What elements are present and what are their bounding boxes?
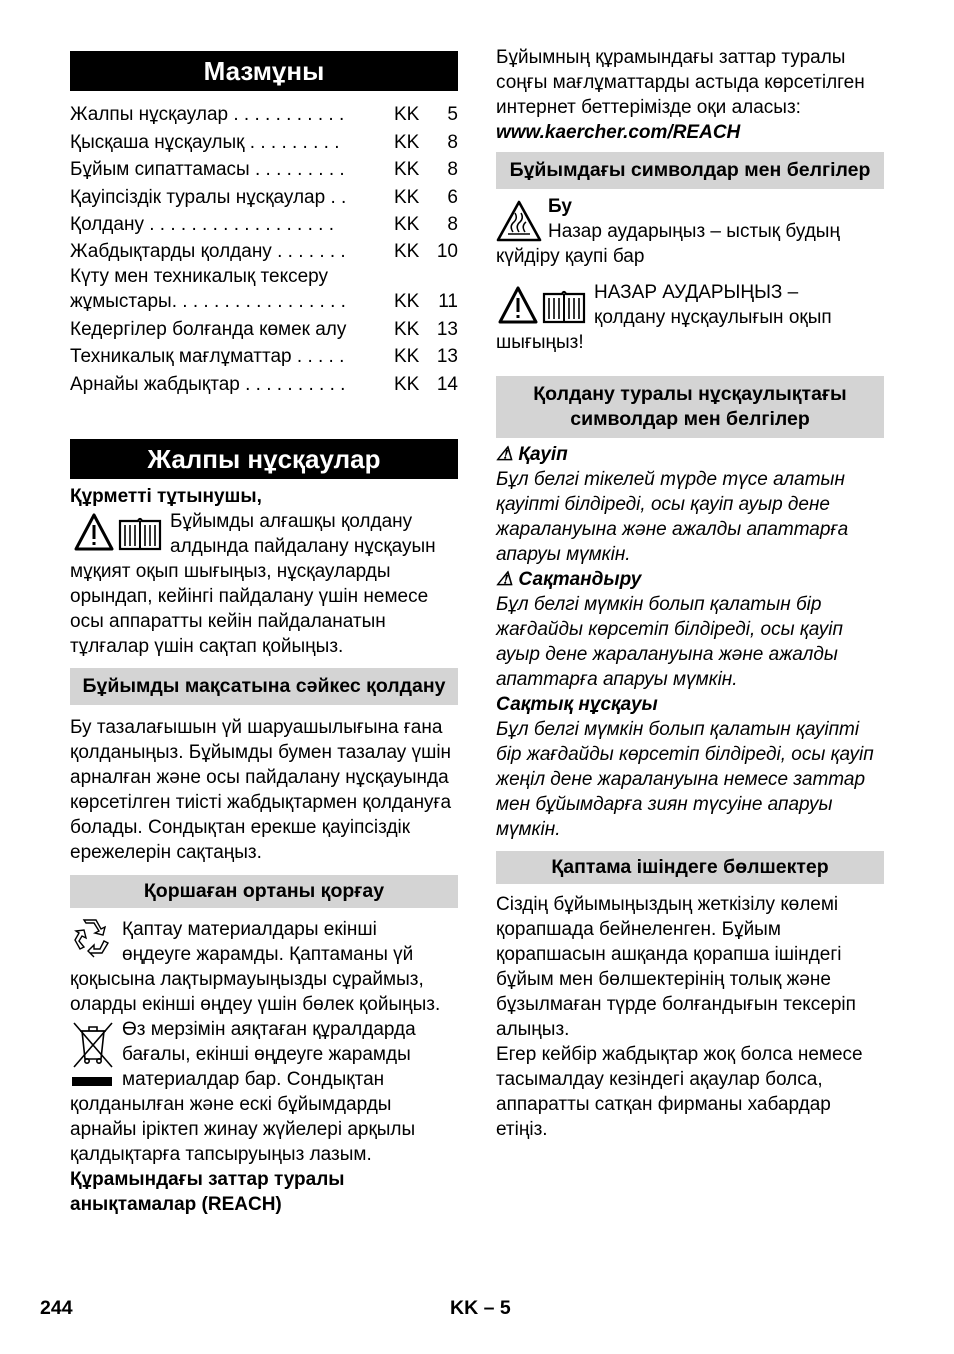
danger-label: Қауіп [518, 444, 568, 465]
toc-table [70, 100, 458, 397]
danger-icon: ⚠ [496, 444, 514, 465]
toc-entry-label: Күту мен техникалық тексеру жұмыстары. . . . . . . . . . . . . . . . . [70, 266, 346, 313]
attention-line-2: қолдану нұсқаулығын оқып [594, 307, 832, 328]
toc-entry[interactable] [70, 182, 458, 209]
steam-line-1: Назар аударыңыз – ыстық будың [548, 221, 840, 242]
toc-entry[interactable] [70, 237, 458, 264]
toc-entry[interactable] [70, 210, 458, 237]
toc-entry-label: Қысқаша нұсқаулық . . . . . . . . . [70, 131, 340, 153]
disposal-text: қолданылған және ескі бұйымдарды арнайы іріктеп жинау жүйелері арқылы қалдықтарға тапсыруыңыз лазым. [70, 1093, 416, 1165]
toc-heading: Мазмұны [70, 51, 458, 91]
toc-entry-lang: KK [394, 213, 420, 235]
caution-text: Бұл белгі мүмкін болып қалатын қауіпті бір жағдайды көрсетіп білдіреді, осы қауіп жеңіл дене жаралануына немесе заттар мен бұйымдарға зиян түсуіне апаруы мүмкін. [496, 719, 874, 840]
warning-icon: ⚠ [496, 569, 514, 590]
hot-steam-warning-icon [496, 200, 542, 242]
toc-entry-label: Кедергілер болғанда көмек алу [70, 318, 347, 340]
general-heading: Жалпы нұсқаулар [70, 439, 458, 479]
recycle-line-1: Қаптау материалдары екінші [122, 918, 377, 940]
page-number: 244 [40, 1297, 73, 1319]
greeting: Құрметті тұтынушы, [70, 485, 262, 507]
toc-entry-lang: KK [394, 291, 420, 313]
toc-entry-page: 14 [436, 373, 458, 395]
toc-entry[interactable] [70, 264, 458, 314]
crossed-bin-icon [70, 1019, 116, 1091]
toc-entry[interactable] [70, 100, 458, 127]
toc-entry-page: 8 [447, 159, 458, 181]
toc-entry-lang: KK [394, 373, 420, 395]
toc-entry-lang: KK [394, 159, 420, 181]
toc-entry-lang: KK [394, 104, 420, 126]
warning-heading [496, 567, 884, 592]
manual-symbols-heading: Қолдану туралы нұсқаулықтағы символдар мен белгілер [496, 376, 884, 438]
toc-entry-page: 11 [438, 291, 458, 313]
disposal-line-2: бағалы, екінші өңдеуге жарамды [122, 1043, 411, 1065]
disposal-line-1: Өз мерзімін аяқтаған құралдарда [122, 1018, 416, 1040]
steam-label: Бу [548, 196, 572, 217]
toc-entry-label: Қауіпсіздік туралы нұсқаулар . . [70, 186, 347, 208]
environment-heading: Қоршаған ортаны қорғау [70, 875, 458, 908]
toc-entry-page: 6 [447, 186, 458, 208]
toc-entry[interactable] [70, 369, 458, 396]
toc-entry-label: Қолдану . . . . . . . . . . . . . . . . . . [70, 213, 334, 235]
recycle-line-2: өңдеуге жарамды. Қаптаманы үй [122, 943, 414, 965]
toc-entry-page: 8 [447, 213, 458, 235]
toc-entry-lang: KK [394, 131, 420, 153]
toc-entry-label: Техникалық мағлұматтар . . . . . [70, 346, 345, 368]
disposal-line-3: материалдар бар. Сондықтан [122, 1068, 385, 1090]
toc-entry-page: 13 [436, 346, 458, 368]
toc-entry-label: Бұйым сипаттамасы . . . . . . . . . [70, 159, 345, 181]
intro-block [70, 509, 458, 659]
toc-entry-lang: KK [394, 346, 420, 368]
toc-entry-page: 13 [436, 318, 458, 340]
attention-block [496, 280, 884, 355]
toc-entry[interactable] [70, 314, 458, 341]
toc-entry-page: 8 [447, 131, 458, 153]
package-text-2: Егер кейбір жабдықтар жоқ болса немесе тасымалдау кезіндегі ақаулар болса, аппаратты сатқан фирманы хабардар етіңіз. [496, 1044, 863, 1140]
danger-text: Бұл белгі тікелей түрде түсе алатын қауіпті білдіреді, осы қауіп ауыр дене жаралануына және ажалды апаттарға апаруы мүмкін. [496, 469, 849, 565]
warning-manual-icon-2 [498, 286, 588, 326]
toc-entry-page: 5 [447, 104, 458, 126]
caution-heading: Сақтық нұсқауы [496, 694, 658, 715]
attention-line-1: НАЗАР АУДАРЫҢЫЗ – [594, 282, 799, 303]
attention-text: шығыңыз! [496, 332, 584, 353]
toc-entry[interactable] [70, 127, 458, 154]
left-column [70, 0, 458, 1217]
recycle-text: қоқысына лақтырмауыңызды сұраймыз, оларды екінші өңдеу үшін бөлек қойыңыз. [70, 968, 441, 1015]
intro-line-2: алдында пайдалану нұсқауын [170, 535, 436, 557]
reach-url[interactable]: www.kaercher.com/REACH [496, 122, 741, 143]
warning-text: Бұл белгі мүмкін болып қалатын бір жағдайды көрсетіп білдіреді, осы қауіп ауыр дене жаралануына және ажалды апаттарға апаруы мүмкін. [496, 594, 843, 690]
product-symbols-heading: Бұйымдағы символдар мен белгілер [496, 152, 884, 189]
disposal-block [70, 1017, 458, 1167]
toc-entry[interactable] [70, 155, 458, 182]
warning-manual-icon [74, 513, 164, 553]
toc-entry-label: Жалпы нұсқаулар . . . . . . . . . . . [70, 104, 345, 126]
package-text-1: Сіздің бұйымыңыздың жеткізілу көлемі қорапшада бейнеленген. Бұйым қорапшасын ашқанда қорапша ішіндегі бұйым мен бөлшектерінің толық және бұзылмаған түрде болғандығын тексеріп алыңыз. [496, 894, 856, 1040]
reach-text: Бұйымның құрамындағы заттар туралы соңғы мағлұматтарды астыда көрсетілген интернет беттерімізде оқи аласыз: [496, 47, 865, 118]
section-code: KK – 5 [450, 1297, 511, 1319]
toc-entry-label: Жабдықтарды қолдану . . . . . . . [70, 241, 346, 263]
warning-label: Сақтандыру [518, 569, 642, 590]
toc-entry-label: Арнайы жабдықтар . . . . . . . . . . [70, 373, 346, 395]
reach-heading: Құрамындағы заттар туралы анықтамалар (REACH) [70, 1168, 345, 1215]
toc-entry-lang: KK [394, 318, 420, 340]
package-contents-heading: Қаптама ішіндеге бөлшектер [496, 851, 884, 884]
steam-text: күйдіру қаупі бар [496, 246, 645, 267]
intro-line-1: Бұйымды алғашқы қолдану [170, 510, 413, 532]
steam-block [496, 194, 884, 269]
toc-entry-lang: KK [394, 241, 420, 263]
toc-entry[interactable] [70, 342, 458, 369]
recycle-icon [70, 917, 114, 961]
intended-use-text: Бу тазалағышын үй шаруашылығына ғана қолданыңыз. Бұйымды бумен тазалау үшін арналған және осы пайдалану нұсқауында көрсетілген тиісті жабдықтармен қолдануға болады. Сондықтан ерекше қауіпсіздік ережелерін сақтаңыз. [70, 716, 452, 863]
recycle-block [70, 917, 458, 1017]
danger-heading [496, 442, 884, 467]
intro-text: мұқият оқып шығыңыз, нұсқауларды орындап, кейінгі пайдалану үшін немесе осы аппаратты кейін пайдаланатын тұлғалар үшін сақтап қойыңыз. [70, 560, 429, 657]
toc-entry-page: 10 [436, 241, 458, 263]
right-column [496, 0, 884, 1142]
toc-entry-lang: KK [394, 186, 420, 208]
intended-use-heading: Бұйымды мақсатына сәйкес қолдану [70, 668, 458, 705]
